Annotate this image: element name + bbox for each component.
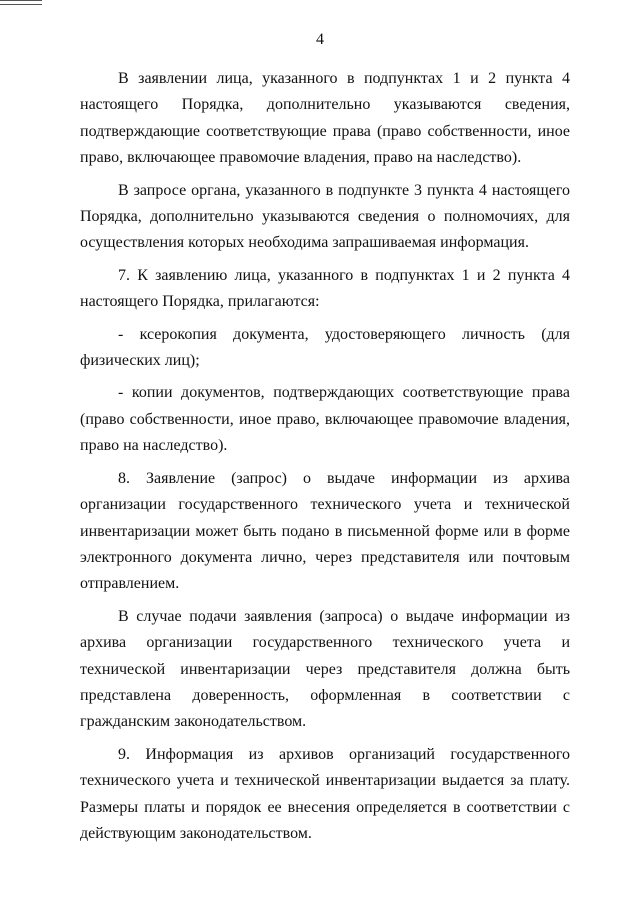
paragraph-item-9: 9. Информация из архивов организаций государственного технического учета и технической инвентаризации выдается за плату. Размеры платы и порядок ее внесения определяется в соответствии с действующим законодательством. bbox=[80, 745, 570, 842]
paragraph-item-7-rights-copies: - копии документов, подтверждающих соответствующие права (право собственности, иное право, включающее правомочие владения, право на наследство). bbox=[80, 384, 570, 455]
paragraph-item-7: 7. К заявлению лица, указанного в подпунктах 1 и 2 пункта 4 настоящего Порядка, прилагаются: bbox=[80, 266, 570, 311]
scan-corner-mark bbox=[0, 0, 42, 5]
paragraph-item-8: 8. Заявление (запрос) о выдаче информации из архива организации государственного технического учета и технической инвентаризации может быть подано в письменной форме или в форме электронного документа лично, через представителя или почтовым отправлением. bbox=[80, 469, 570, 593]
paragraph-authority-request-info: В запросе органа, указанного в подпункте 3 пункта 4 настоящего Порядка, дополнительно указываются сведения о полномочиях, для осуществления которых необходима запрашиваемая информация. bbox=[80, 181, 570, 252]
document-body bbox=[80, 66, 570, 853]
page-number: 4 bbox=[316, 31, 324, 48]
paragraph-item-7-id-copy: - ксерокопия документа, удостоверяющего личность (для физических лиц); bbox=[80, 325, 570, 370]
paragraph-applicant-rights-info: В заявлении лица, указанного в подпунктах 1 и 2 пункта 4 настоящего Порядка, дополнительно указываются сведения, подтверждающие соответствующие права (право собственности, иное право, включающее правомочие владения, право на наследство). bbox=[80, 70, 570, 167]
paragraph-representative-power: В случае подачи заявления (запроса) о выдаче информации из архива организации государственного технического учета и технической инвентаризации через представителя должна быть представлена доверенность, оформленная в соответствии с гражданским законодательством. bbox=[80, 607, 570, 731]
